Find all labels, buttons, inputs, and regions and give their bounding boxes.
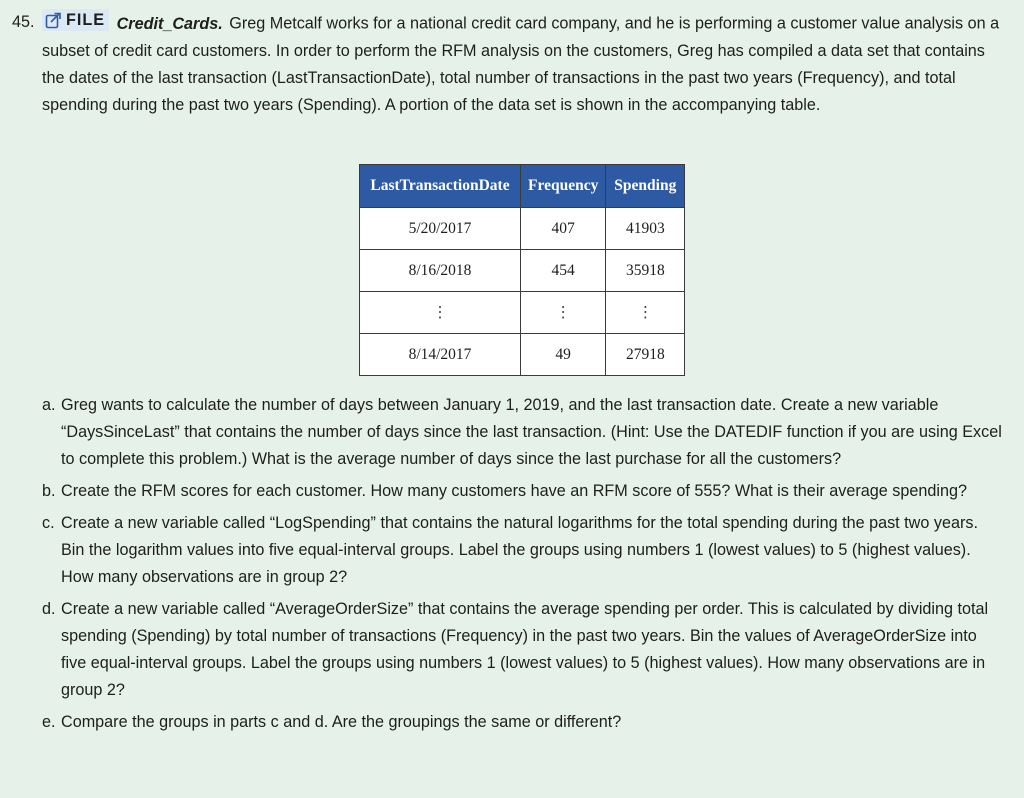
table-cell: 41903 (606, 208, 685, 250)
table-cell: 49 (521, 334, 606, 376)
table-cell: 27918 (606, 334, 685, 376)
intro-text: Greg Metcalf works for a national credit card company, and he is performing a customer value analysis on a subset of credit card customers. In order to perform the RFM analysis on the customers, Greg has compiled a data set that contains the dates of the last transaction (LastTransactionDate), total number of transactions in the past two years (Frequency), and total spending during the past two years (Spending). A portion of the data set is shown in the accompanying table. (42, 14, 1000, 114)
question-part-d (42, 596, 1004, 704)
part-text: Compare the groups in parts c and d. Are the groupings the same or different? (61, 713, 622, 731)
problem-statement (12, 9, 1002, 119)
table-header-row (360, 165, 685, 208)
table-row (360, 334, 685, 376)
file-name: Credit_Cards. (116, 14, 223, 33)
file-badge[interactable] (42, 9, 109, 31)
data-table (359, 164, 685, 376)
part-letter: d. (42, 600, 56, 618)
question-part-a (42, 392, 1004, 473)
column-header: LastTransactionDate (360, 165, 521, 208)
part-text: Create a new variable called “AverageOrderSize” that contains the average spending per order. This is calculated by dividing total spending (Spending) by total number of transactions (Frequency) in the past two years. Bin the values of AverageOrderSize into five equal-interval groups. Label the groups using numbers 1 (lowest values) to 5 (highest values). How many observations are in group 2? (61, 600, 989, 699)
part-letter: c. (42, 514, 55, 532)
table-cell: 8/14/2017 (360, 334, 521, 376)
column-header: Frequency (521, 165, 606, 208)
question-part-e (42, 709, 1004, 736)
data-table-container (359, 164, 685, 376)
table-row (360, 208, 685, 250)
table-row (360, 292, 685, 334)
intro-paragraph (42, 9, 1002, 119)
table-row (360, 250, 685, 292)
part-text: Create the RFM scores for each customer. How many customers have an RFM score of 555? What is their average spending? (61, 482, 968, 500)
table-cell-ellipsis: ⋮ (360, 292, 521, 334)
table-cell-ellipsis: ⋮ (521, 292, 606, 334)
part-letter: e. (42, 713, 56, 731)
external-file-icon (45, 12, 62, 29)
problem-number: 45. (12, 13, 35, 31)
column-header: Spending (606, 165, 685, 208)
question-part-b (42, 478, 1004, 505)
part-letter: b. (42, 482, 56, 500)
table-cell: 5/20/2017 (360, 208, 521, 250)
table-cell-ellipsis: ⋮ (606, 292, 685, 334)
question-parts (42, 392, 1004, 741)
part-text: Create a new variable called “LogSpending” that contains the natural logarithms for the total spending during the past two years. Bin the logarithm values into five equal-interval groups. Label the groups using numbers 1 (lowest values) to 5 (highest values). How many observations are in group 2? (61, 514, 978, 586)
table-cell: 407 (521, 208, 606, 250)
file-label: FILE (66, 11, 106, 29)
part-letter: a. (42, 396, 56, 414)
part-text: Greg wants to calculate the number of days between January 1, 2019, and the last transaction date. Create a new variable “DaysSinceLast” that contains the number of days since the last transaction. (Hint: Use the DATEDIF function if you are using Excel to complete this problem.) What is the average number of days since the last purchase for all the customers? (61, 396, 1002, 468)
problem-intro (12, 9, 1002, 119)
table-cell: 35918 (606, 250, 685, 292)
question-part-c (42, 510, 1004, 591)
table-cell: 8/16/2018 (360, 250, 521, 292)
table-cell: 454 (521, 250, 606, 292)
